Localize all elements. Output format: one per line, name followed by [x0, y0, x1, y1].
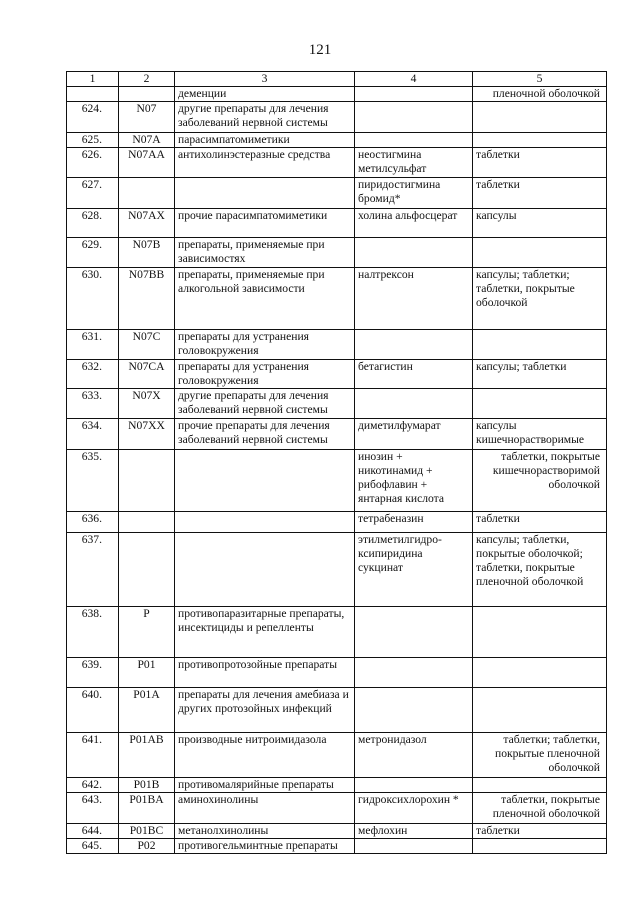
dosage-form: таблетки: [473, 512, 607, 533]
group-name: прочие препараты для лечения заболеваний нервной системы: [175, 419, 355, 450]
row-number: 635.: [67, 450, 119, 512]
dosage-form: капсулы; таблетки, покрытые оболочкой; таблетки, покрытые пленочной оболочкой: [473, 533, 607, 607]
group-name: противогельминтные препараты: [175, 839, 355, 854]
row-number: 627.: [67, 178, 119, 209]
drug-name: неостигмина метилсульфат: [355, 148, 473, 178]
table-row: [67, 209, 607, 238]
dosage-form: капсулы: [473, 209, 607, 238]
drug-name: [355, 133, 473, 148]
row-number: 634.: [67, 419, 119, 450]
row-number: [67, 87, 119, 102]
atc-code: [119, 533, 175, 607]
group-name: препараты для лечения амебиаза и других протозойных инфекций: [175, 688, 355, 733]
drug-name: [355, 778, 473, 793]
atc-code: [119, 87, 175, 102]
atc-code: [119, 450, 175, 512]
atc-code: N07CA: [119, 360, 175, 389]
group-name: прочие парасимпатомиметики: [175, 209, 355, 238]
drug-name: гидроксихлорохин *: [355, 793, 473, 824]
group-name: аминохинолины: [175, 793, 355, 824]
column-header: 3: [175, 72, 355, 87]
drug-name: налтрексон: [355, 268, 473, 330]
column-header: 1: [67, 72, 119, 87]
dosage-form: [473, 839, 607, 854]
row-number: 642.: [67, 778, 119, 793]
group-name: препараты для устранения головокружения: [175, 360, 355, 389]
drug-name: [355, 330, 473, 360]
group-name: производные нитроимидазола: [175, 733, 355, 778]
drug-name: инозин + никотинамид + рибофлавин + янтарная кислота: [355, 450, 473, 512]
table-row: [67, 419, 607, 450]
table-row: [67, 133, 607, 148]
row-number: 629.: [67, 238, 119, 268]
table-row: [67, 330, 607, 360]
row-number: 630.: [67, 268, 119, 330]
row-number: 631.: [67, 330, 119, 360]
atc-code: N07XX: [119, 419, 175, 450]
atc-code: P01BA: [119, 793, 175, 824]
group-name: противопаразитарные препараты, инсектициды и репелленты: [175, 607, 355, 658]
row-number: 637.: [67, 533, 119, 607]
atc-code: N07B: [119, 238, 175, 268]
dosage-form: [473, 389, 607, 419]
table-row: [67, 733, 607, 778]
dosage-form: таблетки, покрытые кишечнорастворимой оболочкой: [473, 450, 607, 512]
dosage-form: пленочной оболочкой: [473, 87, 607, 102]
group-name: антихолинэстеразные средства: [175, 148, 355, 178]
dosage-form: [473, 238, 607, 268]
dosage-form: [473, 658, 607, 688]
row-number: 643.: [67, 793, 119, 824]
dosage-form: таблетки: [473, 178, 607, 209]
atc-code: N07AA: [119, 148, 175, 178]
drug-name: [355, 658, 473, 688]
table-row: [67, 102, 607, 133]
group-name: другие препараты для лечения заболеваний нервной системы: [175, 389, 355, 419]
group-name: другие препараты для лечения заболеваний нервной системы: [175, 102, 355, 133]
dosage-form: таблетки; таблетки, покрытые пленочной оболочкой: [473, 733, 607, 778]
drug-name: [355, 839, 473, 854]
dosage-form: [473, 102, 607, 133]
row-number: 624.: [67, 102, 119, 133]
dosage-form: капсулы кишечнорастворимые: [473, 419, 607, 450]
table-header-row: [67, 72, 607, 87]
atc-code: N07: [119, 102, 175, 133]
drug-name: [355, 238, 473, 268]
row-number: 636.: [67, 512, 119, 533]
drug-name: пиридостигмина бромид*: [355, 178, 473, 209]
row-number: 626.: [67, 148, 119, 178]
drug-name: [355, 688, 473, 733]
drug-name: мефлохин: [355, 824, 473, 839]
row-number: 645.: [67, 839, 119, 854]
table-row: [67, 533, 607, 607]
atc-code: [119, 512, 175, 533]
table-row: [67, 178, 607, 209]
table-row: [67, 148, 607, 178]
table-row: [67, 450, 607, 512]
group-name: метанолхинолины: [175, 824, 355, 839]
table-row: [67, 839, 607, 854]
row-number: 633.: [67, 389, 119, 419]
dosage-form: таблетки, покрытые пленочной оболочкой: [473, 793, 607, 824]
row-number: 632.: [67, 360, 119, 389]
table-row: [67, 360, 607, 389]
group-name: [175, 450, 355, 512]
dosage-form: таблетки: [473, 148, 607, 178]
table-row: [67, 87, 607, 102]
atc-code: P02: [119, 839, 175, 854]
dosage-form: капсулы; таблетки; таблетки, покрытые оболочкой: [473, 268, 607, 330]
row-number: 639.: [67, 658, 119, 688]
drug-name: этилметилгидро-ксипиридина сукцинат: [355, 533, 473, 607]
drug-name: тетрабеназин: [355, 512, 473, 533]
row-number: 628.: [67, 209, 119, 238]
table-row: [67, 688, 607, 733]
row-number: 641.: [67, 733, 119, 778]
drug-name: холина альфосцерат: [355, 209, 473, 238]
drug-name: [355, 389, 473, 419]
group-name: противопротозойные препараты: [175, 658, 355, 688]
row-number: 640.: [67, 688, 119, 733]
dosage-form: [473, 330, 607, 360]
atc-code: N07C: [119, 330, 175, 360]
column-header: 4: [355, 72, 473, 87]
dosage-form: таблетки: [473, 824, 607, 839]
group-name: [175, 178, 355, 209]
table-row: [67, 778, 607, 793]
drug-list-table: [66, 71, 607, 854]
drug-name: [355, 607, 473, 658]
dosage-form: [473, 133, 607, 148]
group-name: парасимпатомиметики: [175, 133, 355, 148]
atc-code: N07BB: [119, 268, 175, 330]
page-number: 121: [308, 42, 332, 58]
atc-code: N07A: [119, 133, 175, 148]
group-name: препараты для устранения головокружения: [175, 330, 355, 360]
column-header: 5: [473, 72, 607, 87]
atc-code: P01A: [119, 688, 175, 733]
dosage-form: [473, 778, 607, 793]
group-name: противомалярийные препараты: [175, 778, 355, 793]
group-name: препараты, применяемые при алкогольной зависимости: [175, 268, 355, 330]
table-row: [67, 824, 607, 839]
group-name: препараты, применяемые при зависимостях: [175, 238, 355, 268]
table-row: [67, 238, 607, 268]
atc-code: P01: [119, 658, 175, 688]
table-row: [67, 607, 607, 658]
group-name: [175, 533, 355, 607]
column-header: 2: [119, 72, 175, 87]
atc-code: [119, 178, 175, 209]
atc-code: P: [119, 607, 175, 658]
row-number: 625.: [67, 133, 119, 148]
row-number: 638.: [67, 607, 119, 658]
atc-code: P01B: [119, 778, 175, 793]
atc-code: N07AX: [119, 209, 175, 238]
row-number: 644.: [67, 824, 119, 839]
drug-name: [355, 102, 473, 133]
table-row: [67, 658, 607, 688]
drug-name: метронидазол: [355, 733, 473, 778]
atc-code: P01BC: [119, 824, 175, 839]
atc-code: P01AB: [119, 733, 175, 778]
atc-code: N07X: [119, 389, 175, 419]
drug-name: диметилфумарат: [355, 419, 473, 450]
group-name: деменции: [175, 87, 355, 102]
dosage-form: [473, 607, 607, 658]
dosage-form: [473, 688, 607, 733]
table-row: [67, 512, 607, 533]
drug-name: бетагистин: [355, 360, 473, 389]
dosage-form: капсулы; таблетки: [473, 360, 607, 389]
drug-name: [355, 87, 473, 102]
table-row: [67, 268, 607, 330]
table-row: [67, 793, 607, 824]
group-name: [175, 512, 355, 533]
table-row: [67, 389, 607, 419]
